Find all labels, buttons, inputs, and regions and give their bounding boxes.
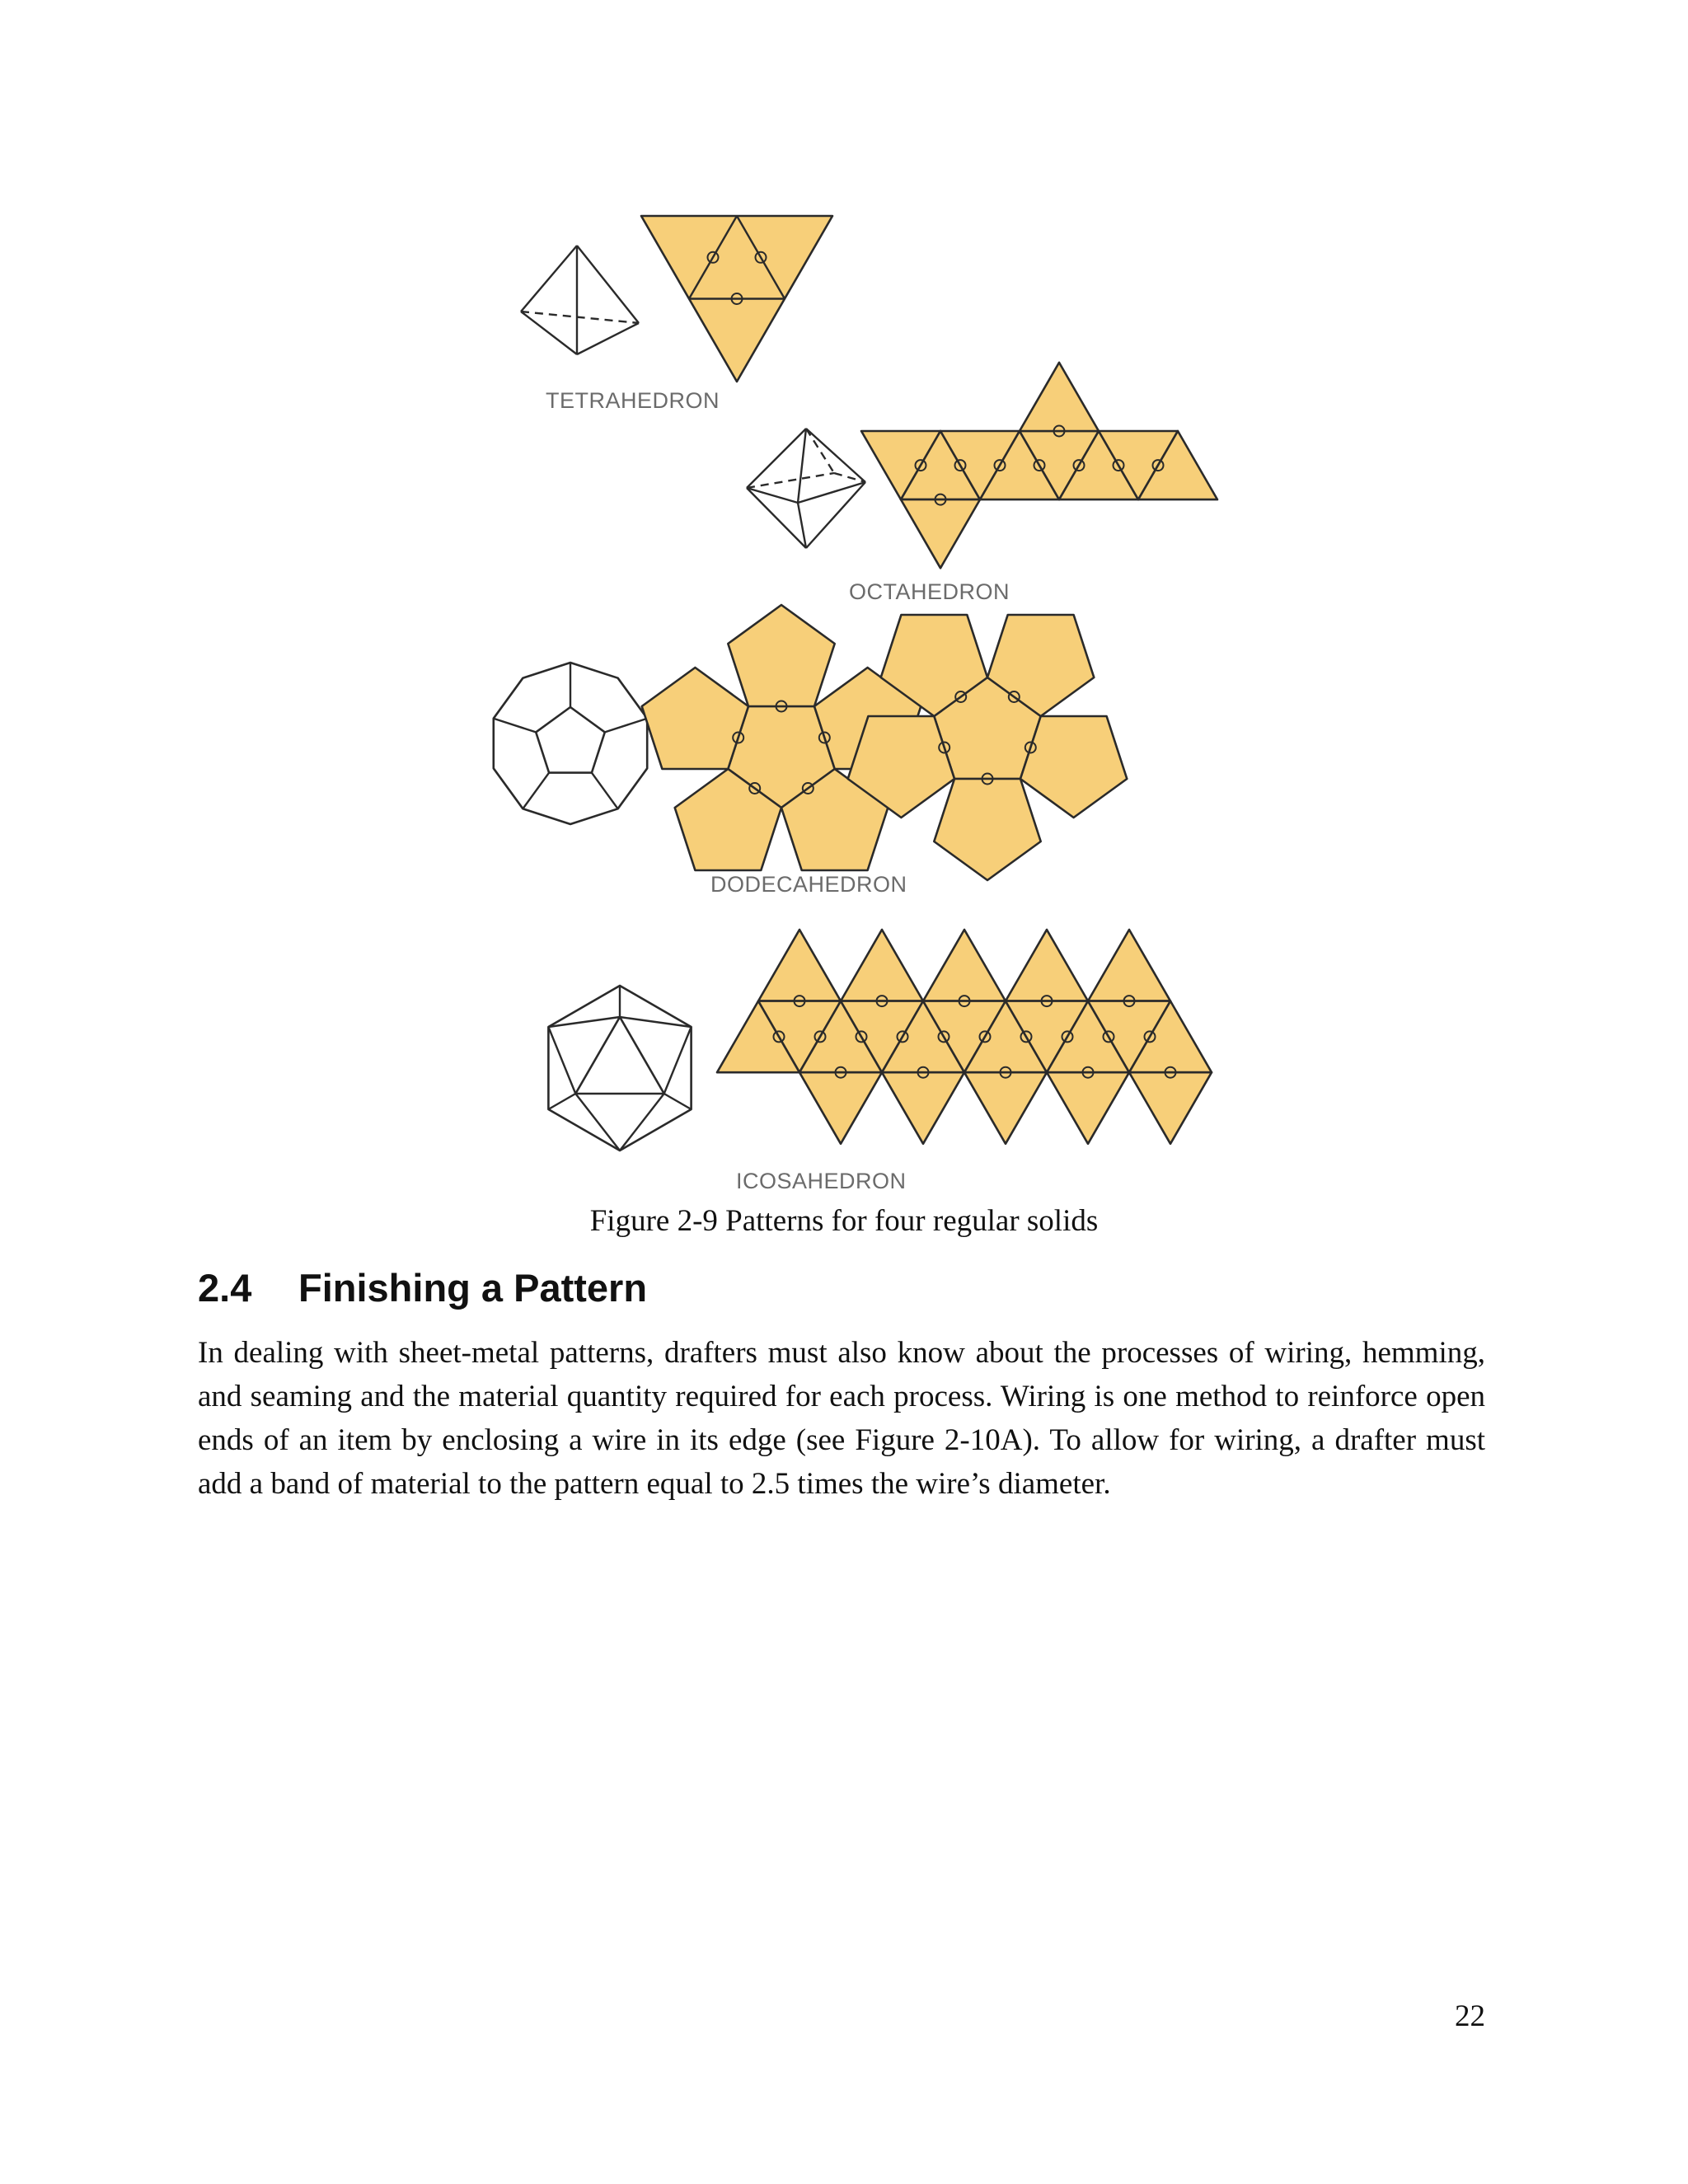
octahedron-drawing bbox=[747, 429, 865, 548]
octahedron-pattern bbox=[861, 363, 1217, 568]
icosahedron-pattern bbox=[717, 930, 1212, 1144]
pattern-face bbox=[841, 930, 923, 1001]
solid-edge bbox=[664, 1094, 692, 1109]
icosahedron-drawing bbox=[548, 986, 691, 1151]
pattern-face bbox=[758, 930, 841, 1001]
pattern-face bbox=[728, 605, 834, 706]
pattern-face bbox=[882, 1072, 964, 1144]
section-title: Finishing a Pattern bbox=[298, 1266, 648, 1310]
pattern-face bbox=[1020, 716, 1127, 818]
solid-edge bbox=[577, 246, 639, 323]
tetrahedron-pattern bbox=[641, 216, 832, 382]
solid-edge bbox=[592, 773, 618, 809]
solid-face bbox=[536, 707, 605, 773]
pattern-face bbox=[1088, 930, 1170, 1001]
solid-edge bbox=[577, 323, 639, 354]
solid-edge bbox=[523, 773, 549, 809]
pattern-face bbox=[1020, 363, 1099, 431]
solid-edge bbox=[747, 429, 806, 488]
icosahedron-label: ICOSAHEDRON bbox=[736, 1169, 907, 1193]
pattern-face bbox=[923, 930, 1006, 1001]
solid-edge bbox=[521, 246, 577, 312]
pattern-face bbox=[1006, 930, 1088, 1001]
solid-edge bbox=[605, 719, 647, 733]
dodecahedron-label: DODECAHEDRON bbox=[710, 872, 907, 897]
solid-edge bbox=[664, 1027, 692, 1094]
hidden-edge bbox=[521, 312, 639, 323]
pattern-face bbox=[1129, 1072, 1212, 1144]
section-number: 2.4 bbox=[198, 1266, 252, 1310]
pattern-face bbox=[901, 499, 980, 568]
dodecahedron-drawing bbox=[494, 663, 647, 824]
octahedron-label: OCTAHEDRON bbox=[849, 579, 1010, 604]
solid-edge bbox=[548, 1027, 575, 1094]
pattern-face bbox=[964, 1072, 1047, 1144]
body-paragraph: In dealing with sheet-metal patterns, drafters must also know about the processes of wiring, hemming, and seaming and the material quantity required for each process. Wiring is one method to reinforce open ends of an item by enclosing a wire in its edge (see Figure 2-10A). To allow for wiring, a drafter must add a band of material to the pattern equal to 2.5 times the wire’s diameter. bbox=[198, 1336, 1485, 1501]
pattern-face bbox=[642, 668, 748, 769]
solid-edge bbox=[521, 312, 577, 354]
solid-edge bbox=[798, 429, 806, 503]
solid-edge bbox=[620, 1094, 664, 1151]
solid-face bbox=[575, 1017, 663, 1094]
figure-caption: Figure 2-9 Patterns for four regular solids bbox=[589, 1204, 1099, 1238]
dodecahedron-pattern bbox=[642, 605, 1128, 880]
tetrahedron-label: TETRAHEDRON bbox=[546, 388, 720, 413]
tetrahedron-drawing bbox=[521, 246, 639, 354]
pattern-face bbox=[799, 1072, 882, 1144]
solid-edge bbox=[548, 1094, 575, 1109]
solid-edge bbox=[494, 719, 536, 733]
section-heading bbox=[198, 1265, 647, 1310]
pattern-face bbox=[1047, 1072, 1129, 1144]
solid-edge bbox=[575, 1094, 620, 1151]
pattern-face bbox=[934, 779, 1040, 880]
page-number: 22 bbox=[1455, 1999, 1485, 2033]
